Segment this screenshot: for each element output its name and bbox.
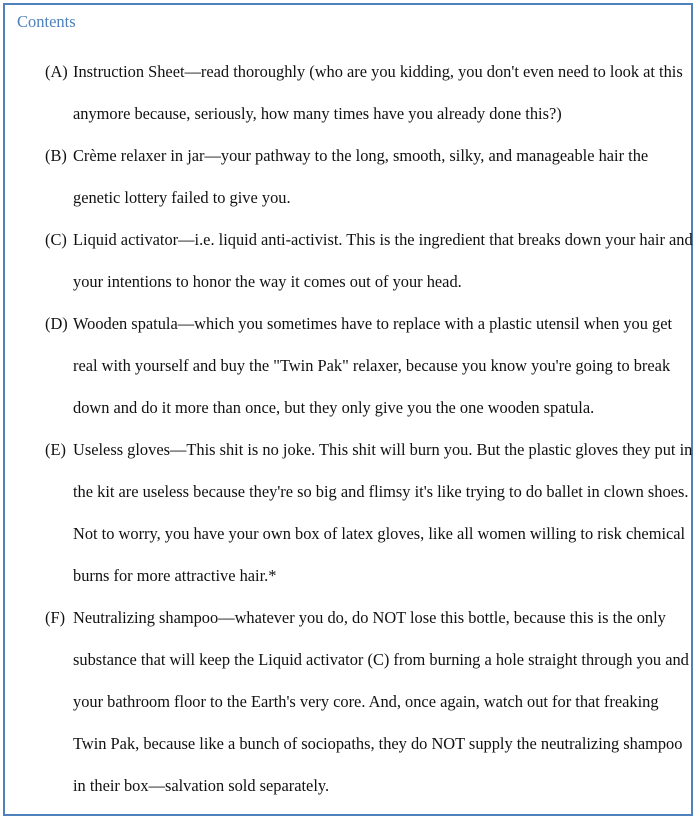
list-item-e: [45, 429, 693, 597]
item-text: Useless gloves—This shit is no joke. This shit will burn you. But the plastic gloves they put in the kit are useless because they're so big and flimsy it's like trying to do ballet in clown shoes. Not to worry, you have your own box of latex gloves, like all women willing to risk chemical burns for more attractive hair.*: [73, 440, 693, 585]
list-item-f: [45, 597, 693, 807]
item-text: Instruction Sheet—read thoroughly (who are you kidding, you don't even need to look at this anymore because, seriously, how many times have you already done this?): [73, 62, 683, 123]
item-text: Liquid activator—i.e. liquid anti-activist. This is the ingredient that breaks down your hair and your intentions to honor the way it comes out of your head.: [73, 230, 693, 291]
item-text: Wooden spatula—which you sometimes have to replace with a plastic utensil when you get real with yourself and buy the "Twin Pak" relaxer, because you know you're going to break down and do it more than once, but they only give you the one wooden spatula.: [73, 314, 673, 417]
item-marker: (E): [45, 440, 66, 459]
contents-box: [3, 3, 693, 816]
item-text: Crème relaxer in jar—your pathway to the long, smooth, silky, and manageable hair the genetic lottery failed to give you.: [73, 146, 649, 207]
item-marker: (B): [45, 146, 67, 165]
item-marker: (C): [45, 230, 67, 249]
item-marker: (A): [45, 62, 68, 81]
contents-list: [45, 51, 693, 807]
item-marker: (F): [45, 608, 66, 627]
list-item-a: [45, 51, 693, 135]
item-marker: (D): [45, 314, 68, 333]
item-text: Neutralizing shampoo—whatever you do, do NOT lose this bottle, because this is the only substance that will keep the Liquid activator (C) from burning a hole straight through you and your bathroom floor to the Earth's very core. And, once again, watch out for that freaking Twin Pak, because like a bunch of sociopaths, they do NOT supply the neutralizing shampoo in their box—salvation sold separately.: [73, 608, 689, 795]
list-item-b: [45, 135, 693, 219]
list-item-d: [45, 303, 693, 429]
list-item-c: [45, 219, 693, 303]
contents-heading: Contents: [17, 12, 76, 31]
